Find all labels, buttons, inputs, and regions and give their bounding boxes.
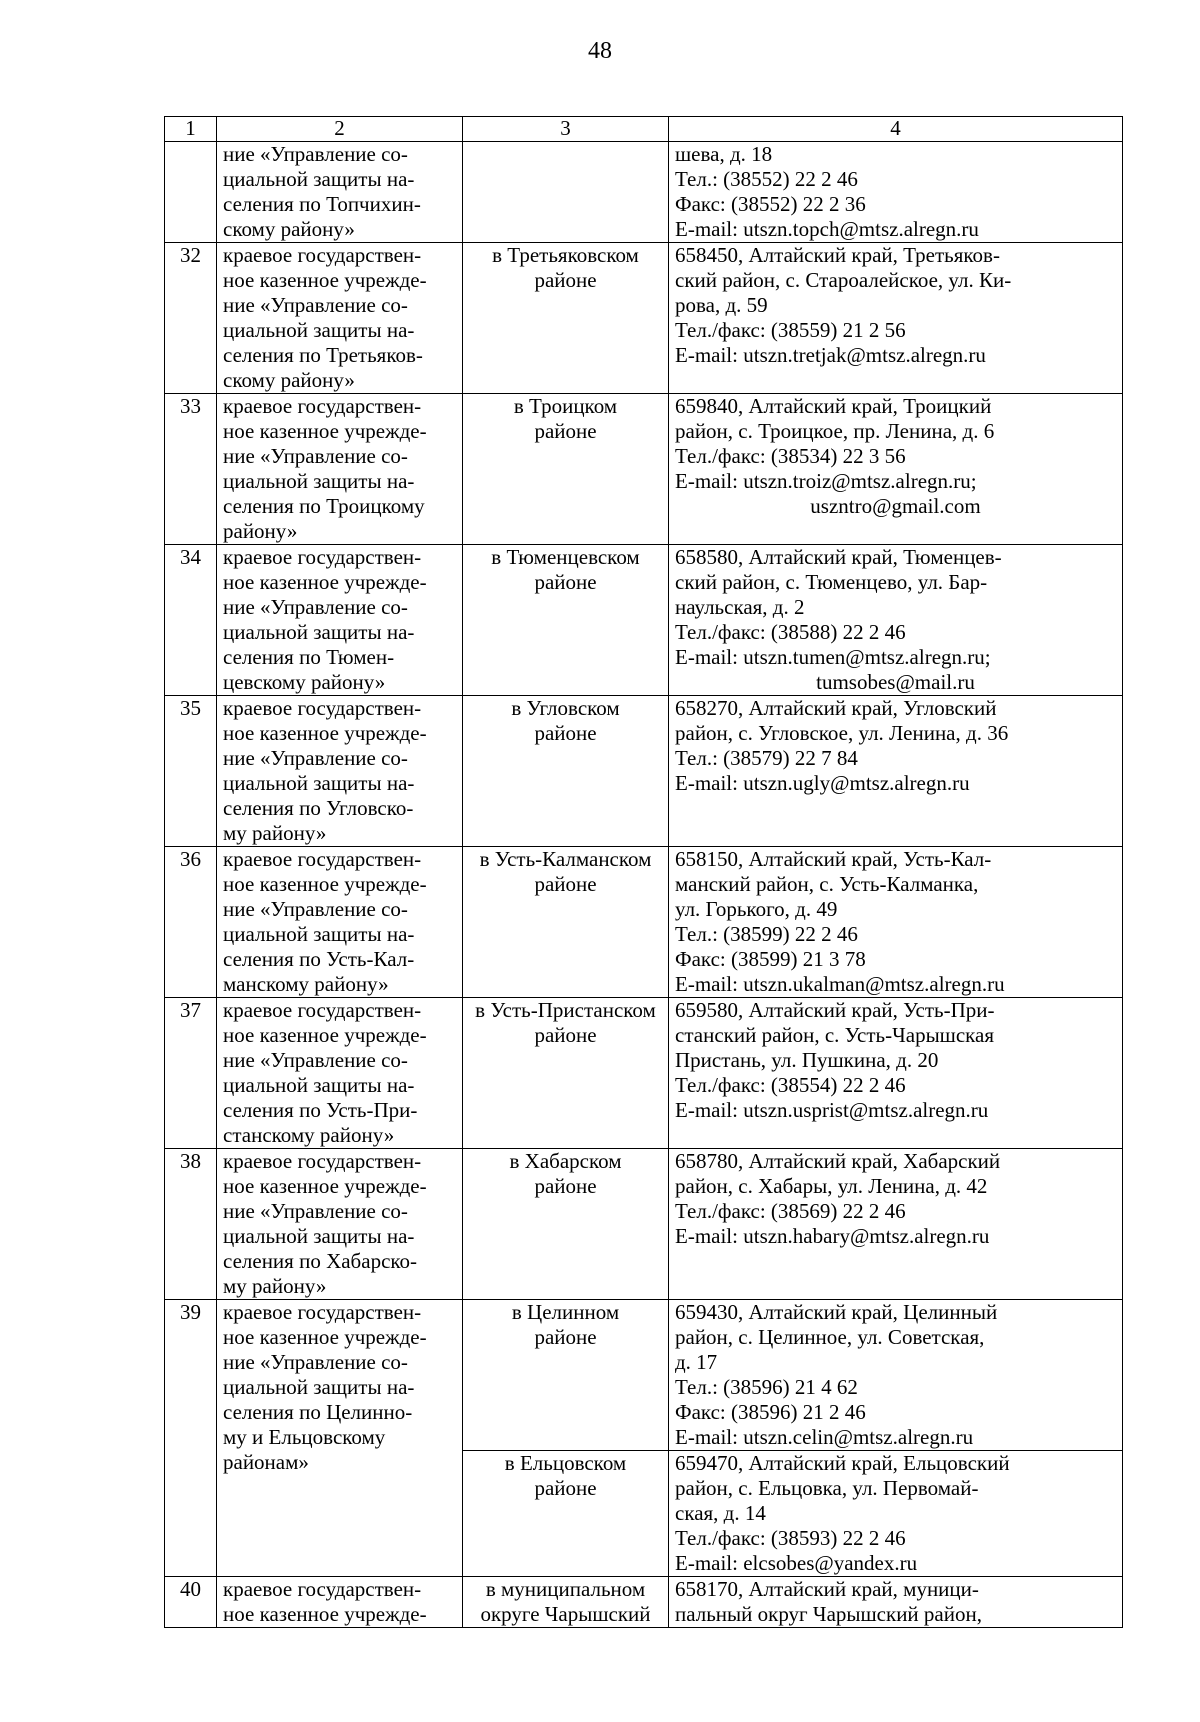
address-line: uszntro@gmail.com (810, 494, 981, 518)
table-row (165, 142, 1123, 243)
organization-name: краевое государствен- ное казенное учрежде- ние «Управление со- циальной защиты на- селения по Целинно- му и Ельцовскому районам» (223, 1300, 427, 1474)
district-line: в Целинном (511, 1300, 620, 1324)
organization-name: краевое государствен- ное казенное учрежде- ние «Управление со- циальной защиты на- селения по Усть-При- станскому району» (223, 998, 427, 1147)
row-number: 38 (165, 1149, 217, 1300)
district-cell (463, 1451, 669, 1577)
address-line: район, с. Троицкое, пр. Ленина, д. 6 (675, 419, 995, 443)
district-line: в Усть-Пристанском (475, 998, 656, 1022)
address-line: Тел./факс: (38534) 22 3 56 (675, 444, 906, 468)
column-header: 1 (165, 117, 217, 142)
address-line: ская, д. 14 (675, 1501, 766, 1525)
table-row (165, 394, 1123, 545)
address-line: ский район, с. Староалейское, ул. Ки- (675, 268, 1012, 292)
column-header: 3 (463, 117, 669, 142)
table-row (165, 1300, 1123, 1451)
organization-name-cell (217, 696, 463, 847)
address-line: станский район, с. Усть-Чарышская (675, 1023, 995, 1047)
district-cell (463, 1300, 669, 1451)
column-header: 4 (669, 117, 1123, 142)
organization-name: краевое государствен- ное казенное учрежде- ние «Управление со- циальной защиты на- селения по Угловско- му району» (223, 696, 427, 845)
address-line: Тел./факс: (38554) 22 2 46 (675, 1073, 906, 1097)
district-cell (463, 243, 669, 394)
district-line: округе Чарышский (480, 1602, 651, 1626)
address-line: E-mail: utszn.habary@mtsz.alregn.ru (675, 1224, 990, 1248)
district-line: районе (534, 872, 597, 896)
address-line: Факс: (38596) 21 2 46 (675, 1400, 866, 1424)
address-cell (669, 142, 1123, 243)
row-number: 32 (165, 243, 217, 394)
organization-name-cell (217, 847, 463, 998)
address-line: tumsobes@mail.ru (816, 670, 975, 694)
address-cell (669, 1300, 1123, 1451)
address-line: рова, д. 59 (675, 293, 768, 317)
address-line: 659840, Алтайский край, Троицкий (675, 394, 992, 418)
address-line: Тел.: (38596) 21 4 62 (675, 1375, 858, 1399)
organization-name: краевое государствен- ное казенное учрежде- ние «Управление со- циальной защиты на- селения по Тюмен- цевскому району» (223, 545, 427, 694)
address-line: 658580, Алтайский край, Тюменцев- (675, 545, 1002, 569)
district-cell (463, 545, 669, 696)
row-number: 34 (165, 545, 217, 696)
district-cell (463, 998, 669, 1149)
address-line: E-mail: utszn.ukalman@mtsz.alregn.ru (675, 972, 1005, 996)
address-line: район, с. Хабары, ул. Ленина, д. 42 (675, 1174, 988, 1198)
address-line: ский район, с. Тюменцево, ул. Бар- (675, 570, 988, 594)
organization-name-cell (217, 1577, 463, 1628)
organization-name: краевое государствен- ное казенное учрежде- ние «Управление со- циальной защиты на- селения по Третьяков- скому району» (223, 243, 427, 392)
district-line: районе (534, 721, 597, 745)
address-line: 659430, Алтайский край, Целинный (675, 1300, 998, 1324)
row-number: 39 (165, 1300, 217, 1577)
address-line: E-mail: utszn.ugly@mtsz.alregn.ru (675, 771, 970, 795)
address-line: манский район, с. Усть-Калманка, (675, 872, 979, 896)
row-number: 35 (165, 696, 217, 847)
address-cell (669, 1451, 1123, 1577)
address-cell (669, 1577, 1123, 1628)
address-cell (669, 545, 1123, 696)
organization-name: краевое государствен- ное казенное учрежде- ние «Управление со- циальной защиты на- селения по Хабарско- му району» (223, 1149, 427, 1298)
district-line: в Хабарском (509, 1149, 622, 1173)
address-line: Тел.: (38599) 22 2 46 (675, 922, 858, 946)
organization-name-cell (217, 545, 463, 696)
table-row (165, 243, 1123, 394)
address-line: E-mail: utszn.troiz@mtsz.alregn.ru; (675, 469, 977, 493)
district-line: в Тюменцевском (491, 545, 640, 569)
address-line: 658450, Алтайский край, Третьяков- (675, 243, 1000, 267)
table-body (165, 142, 1123, 1628)
organization-name: краевое государствен- ное казенное учрежде- ние «Управление со- циальной защиты на- селения по Троицкому району» (223, 394, 427, 543)
district-cell (463, 847, 669, 998)
district-line: в Усть-Калманском (479, 847, 652, 871)
address-line: E-mail: utszn.topch@mtsz.alregn.ru (675, 217, 979, 241)
address-line: 658150, Алтайский край, Усть-Кал- (675, 847, 992, 871)
district-line: районе (534, 1476, 597, 1500)
table-header-row (165, 117, 1123, 142)
address-line: 658170, Алтайский край, муници- (675, 1577, 979, 1601)
row-number: 40 (165, 1577, 217, 1628)
address-line: Факс: (38599) 21 3 78 (675, 947, 866, 971)
address-line: 659470, Алтайский край, Ельцовский (675, 1451, 1010, 1475)
organization-name-cell (217, 142, 463, 243)
address-line: Тел./факс: (38588) 22 2 46 (675, 620, 906, 644)
table-row (165, 545, 1123, 696)
address-line: E-mail: utszn.celin@mtsz.alregn.ru (675, 1425, 974, 1449)
row-number (165, 142, 217, 243)
district-line: районе (534, 1174, 597, 1198)
organization-name-cell (217, 394, 463, 545)
district-cell (463, 1577, 669, 1628)
address-line: район, с. Ельцовка, ул. Первомай- (675, 1476, 979, 1500)
row-number: 37 (165, 998, 217, 1149)
district-line: районе (534, 1023, 597, 1047)
address-line: шева, д. 18 (675, 142, 773, 166)
district-line: районе (534, 570, 597, 594)
address-line: район, с. Целинное, ул. Советская, (675, 1325, 985, 1349)
address-cell (669, 998, 1123, 1149)
table-row (165, 847, 1123, 998)
address-cell (669, 394, 1123, 545)
address-line: E-mail: elcsobes@yandex.ru (675, 1551, 918, 1575)
address-line: Тел./факс: (38593) 22 2 46 (675, 1526, 906, 1550)
address-line: Тел.: (38552) 22 2 46 (675, 167, 858, 191)
table-row (165, 1149, 1123, 1300)
address-line: Факс: (38552) 22 2 36 (675, 192, 866, 216)
address-line: Пристань, ул. Пушкина, д. 20 (675, 1048, 939, 1072)
district-line: в Угловском (511, 696, 620, 720)
district-line: районе (534, 419, 597, 443)
table-row (165, 1577, 1123, 1628)
address-cell (669, 696, 1123, 847)
address-line: Тел.: (38579) 22 7 84 (675, 746, 858, 770)
row-number: 33 (165, 394, 217, 545)
district-cell (463, 394, 669, 545)
district-line: районе (534, 268, 597, 292)
table-row (165, 696, 1123, 847)
organizations-table (164, 116, 1123, 1628)
address-line: Тел./факс: (38559) 21 2 56 (675, 318, 906, 342)
district-cell (463, 142, 669, 243)
address-line: E-mail: utszn.tumen@mtsz.alregn.ru; (675, 645, 991, 669)
address-line: E-mail: utszn.tretjak@mtsz.alregn.ru (675, 343, 986, 367)
address-line: пальный округ Чарышский район, (675, 1602, 982, 1626)
district-line: районе (534, 1325, 597, 1349)
address-cell (669, 243, 1123, 394)
district-line: в муниципальном (485, 1577, 646, 1601)
district-cell (463, 696, 669, 847)
page-number: 48 (588, 38, 612, 64)
address-cell (669, 1149, 1123, 1300)
district-line: в Ельцовском (504, 1451, 627, 1475)
organization-name-cell (217, 243, 463, 394)
column-header: 2 (217, 117, 463, 142)
address-line: E-mail: utszn.usprist@mtsz.alregn.ru (675, 1098, 989, 1122)
address-line: ул. Горького, д. 49 (675, 897, 838, 921)
address-line: район, с. Угловское, ул. Ленина, д. 36 (675, 721, 1009, 745)
address-line: наульская, д. 2 (675, 595, 805, 619)
address-line: 659580, Алтайский край, Усть-При- (675, 998, 995, 1022)
organization-name: ние «Управление со- циальной защиты на- селения по Топчихин- скому району» (223, 142, 421, 241)
district-cell (463, 1149, 669, 1300)
organization-name-cell (217, 1300, 463, 1577)
organization-name: краевое государствен- ное казенное учрежде- (223, 1577, 427, 1626)
address-line: 658270, Алтайский край, Угловский (675, 696, 997, 720)
district-line: в Третьяковском (492, 243, 639, 267)
organization-name: краевое государствен- ное казенное учрежде- ние «Управление со- циальной защиты на- селения по Усть-Кал- манскому району» (223, 847, 427, 996)
address-cell (669, 847, 1123, 998)
table-row (165, 998, 1123, 1149)
address-line: 658780, Алтайский край, Хабарский (675, 1149, 1001, 1173)
address-line: Тел./факс: (38569) 22 2 46 (675, 1199, 906, 1223)
organization-name-cell (217, 1149, 463, 1300)
address-line: д. 17 (675, 1350, 718, 1374)
district-line: в Троицком (513, 394, 618, 418)
organization-name-cell (217, 998, 463, 1149)
row-number: 36 (165, 847, 217, 998)
